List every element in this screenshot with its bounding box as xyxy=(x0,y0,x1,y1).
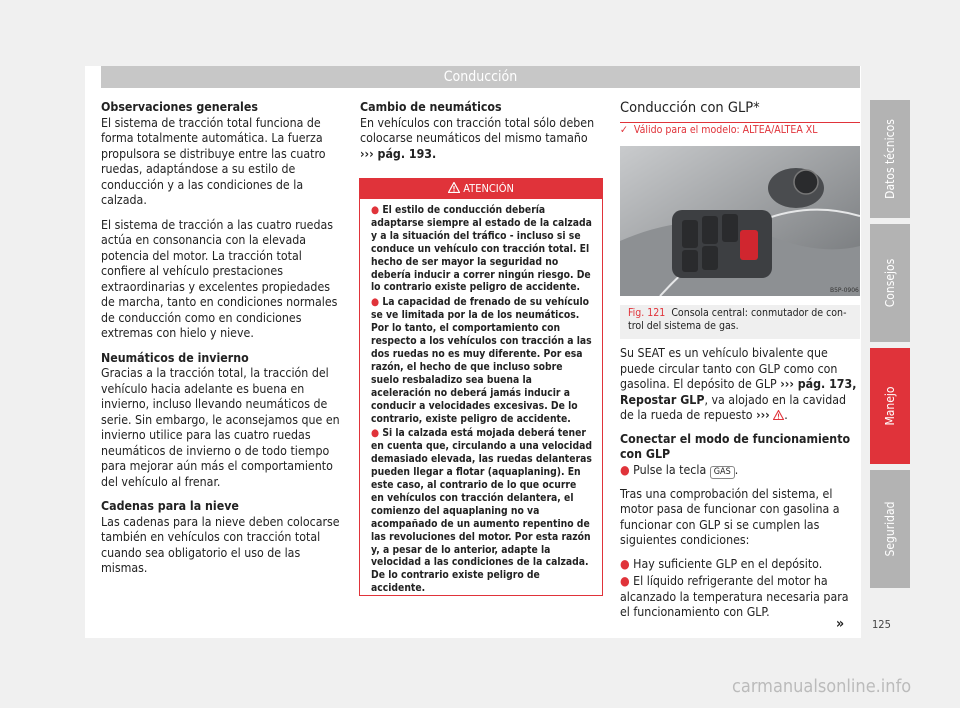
warning-reference-link[interactable]: ››› xyxy=(756,408,770,422)
warning-body xyxy=(360,199,602,595)
paragraph-observaciones: El sistema de tracción total funciona de forma totalmente automática. La fuerza propulsora se distribuye entre las cuatro ruedas, adaptándose a su estilo de conducción y a las condiciones de la calzada. xyxy=(101,115,326,207)
figure-121-image xyxy=(620,146,860,296)
column-2 xyxy=(360,100,600,171)
page-reference-link-glp[interactable]: ››› pág. 173, Repostar GLP xyxy=(620,377,857,407)
bullet-suficiente-glp: ● Hay suficiente GLP en el depósito. xyxy=(620,556,823,571)
paragraph-bivalente: Su SEAT es un vehículo bivalente que puede circular tanto con GLP como con gasolina. El depósito de GLP ››› pág. 173, Repostar GLP, va alojado en la cavidad de la rueda de repuesto ››› . xyxy=(620,346,857,422)
watermark: carmanualsonline.info xyxy=(732,676,912,697)
tab-datos-tecnicos[interactable]: Datos técnicos xyxy=(870,100,910,218)
column-1 xyxy=(101,100,341,586)
heading-cambio-neumaticos: Cambio de neumáticos xyxy=(360,100,502,114)
paragraph-cambio-neumaticos: En vehículos con tracción total sólo deben colocarse neumáticos del mismo tamaño xyxy=(360,115,595,145)
tab-seguridad[interactable]: Seguridad xyxy=(870,470,910,588)
paragraph-comprobacion: Tras una comprobación del sistema, el motor pasa de funcionar con gasolina a funcionar con GLP si se cumplen las siguientes condiciones: xyxy=(620,486,840,547)
warning-item: ● El estilo de conducción debería adaptarse siempre al estado de la calzada y a la situación del tráfico - incluso si se conduce un vehículo con tracción total. El hecho de ser mayor la seguridad no debería inducir a correr ningún riesgo. De lo contrario existe peligro de accidente. xyxy=(371,204,592,294)
check-icon: ✓ xyxy=(620,124,628,136)
heading-conectar-glp: Conectar el modo de funcionamiento con GLP xyxy=(620,431,851,461)
warning-triangle-icon xyxy=(448,182,463,195)
heading-observaciones: Observaciones generales xyxy=(101,100,258,114)
figure-caption xyxy=(620,305,860,339)
warning-item: ● La capacidad de frenado de su vehículo se ve limitada por la de los neumáticos. Por lo tanto, el comportamiento con respecto a los vehículos con tracción a las dos ruedas no es muy diferente. Por esa razón, el hecho de que incluso sobre suelo resbaladizo sea buena la aceleración no deberá jamás inducir a conducir a velocidades excesivas. De lo contrario, existe peligro de accidente. xyxy=(371,296,592,425)
warning-header xyxy=(360,179,602,199)
page-header: Conducción xyxy=(101,66,860,88)
heading-neumaticos-invierno: Neumáticos de invierno xyxy=(101,350,249,365)
section-title-glp: Conducción con GLP* xyxy=(620,100,860,123)
column-3-body xyxy=(620,346,860,629)
figure-label: Fig. 121 xyxy=(628,307,666,319)
paragraph-cadenas: Las cadenas para la nieve deben colocarse también en vehículos con tracción total cuando sea obligatorio el uso de las mismas. xyxy=(101,514,340,575)
warning-item: ● Si la calzada está mojada deberá tener en cuenta que, circulando a una velocidad demasiado elevada, las ruedas delanteras pueden llegar a flotar (aquaplaning). En este caso, al contrario de lo que ocurre en vehículos con tracción delantera, el comienzo del aquaplaning no va acompañado de un aumento repentino de las revoluciones del motor. Por esta razón y, a pesar de lo anterior, adapte la velocidad a las condiciones de la calzada. De lo contrario existe peligro de accidente. xyxy=(371,427,592,595)
bullet-pulse-tecla: ● Pulse la tecla GAS . xyxy=(620,462,739,477)
warning-box xyxy=(359,178,603,596)
tab-manejo[interactable]: Manejo xyxy=(870,348,910,464)
tab-consejos[interactable]: Consejos xyxy=(870,224,910,342)
bullet-refrigerante: ● El líquido refrigerante del motor ha alcanzado la temperatura necesaria para el funcionamiento con GLP. xyxy=(620,574,849,619)
heading-cadenas: Cadenas para la nieve xyxy=(101,499,239,513)
paragraph-traccion: El sistema de tracción a las cuatro ruedas actúa en consonancia con la elevada potencia del motor. La tracción total confiere al vehículo prestaciones extraordinarias y excelentes propiedades de marcha, tanto en condiciones normales de conducción como en condiciones extremas con hielo y nieve. xyxy=(101,217,338,340)
figure-code: B5P-0906 xyxy=(830,287,859,294)
figure-caption-text: Consola central: conmutador de control del sistema de gas. xyxy=(628,307,847,332)
validity-note: ✓ Válido para el modelo: ALTEA/ALTEA XL xyxy=(620,124,818,136)
paragraph-neumaticos-invierno: Gracias a la tracción total, la tracción del vehículo hacia adelante es buena en invierno, incluso llevando neumáticos de serie. Sin embargo, le aconsejamos que en invierno utilice para las cuatro ruedas neumáticos de invierno o de todo tiempo para mejorar aún más el comportamiento del vehículo al frenar. xyxy=(101,366,340,489)
continue-marker: » xyxy=(836,616,845,632)
warning-triangle-icon xyxy=(773,408,784,422)
warning-label: ATENCIÓN xyxy=(463,182,514,195)
page-reference-link[interactable]: ››› pág. 193. xyxy=(360,146,437,161)
gas-key: GAS xyxy=(710,466,735,479)
page-number: 125 xyxy=(872,618,891,631)
